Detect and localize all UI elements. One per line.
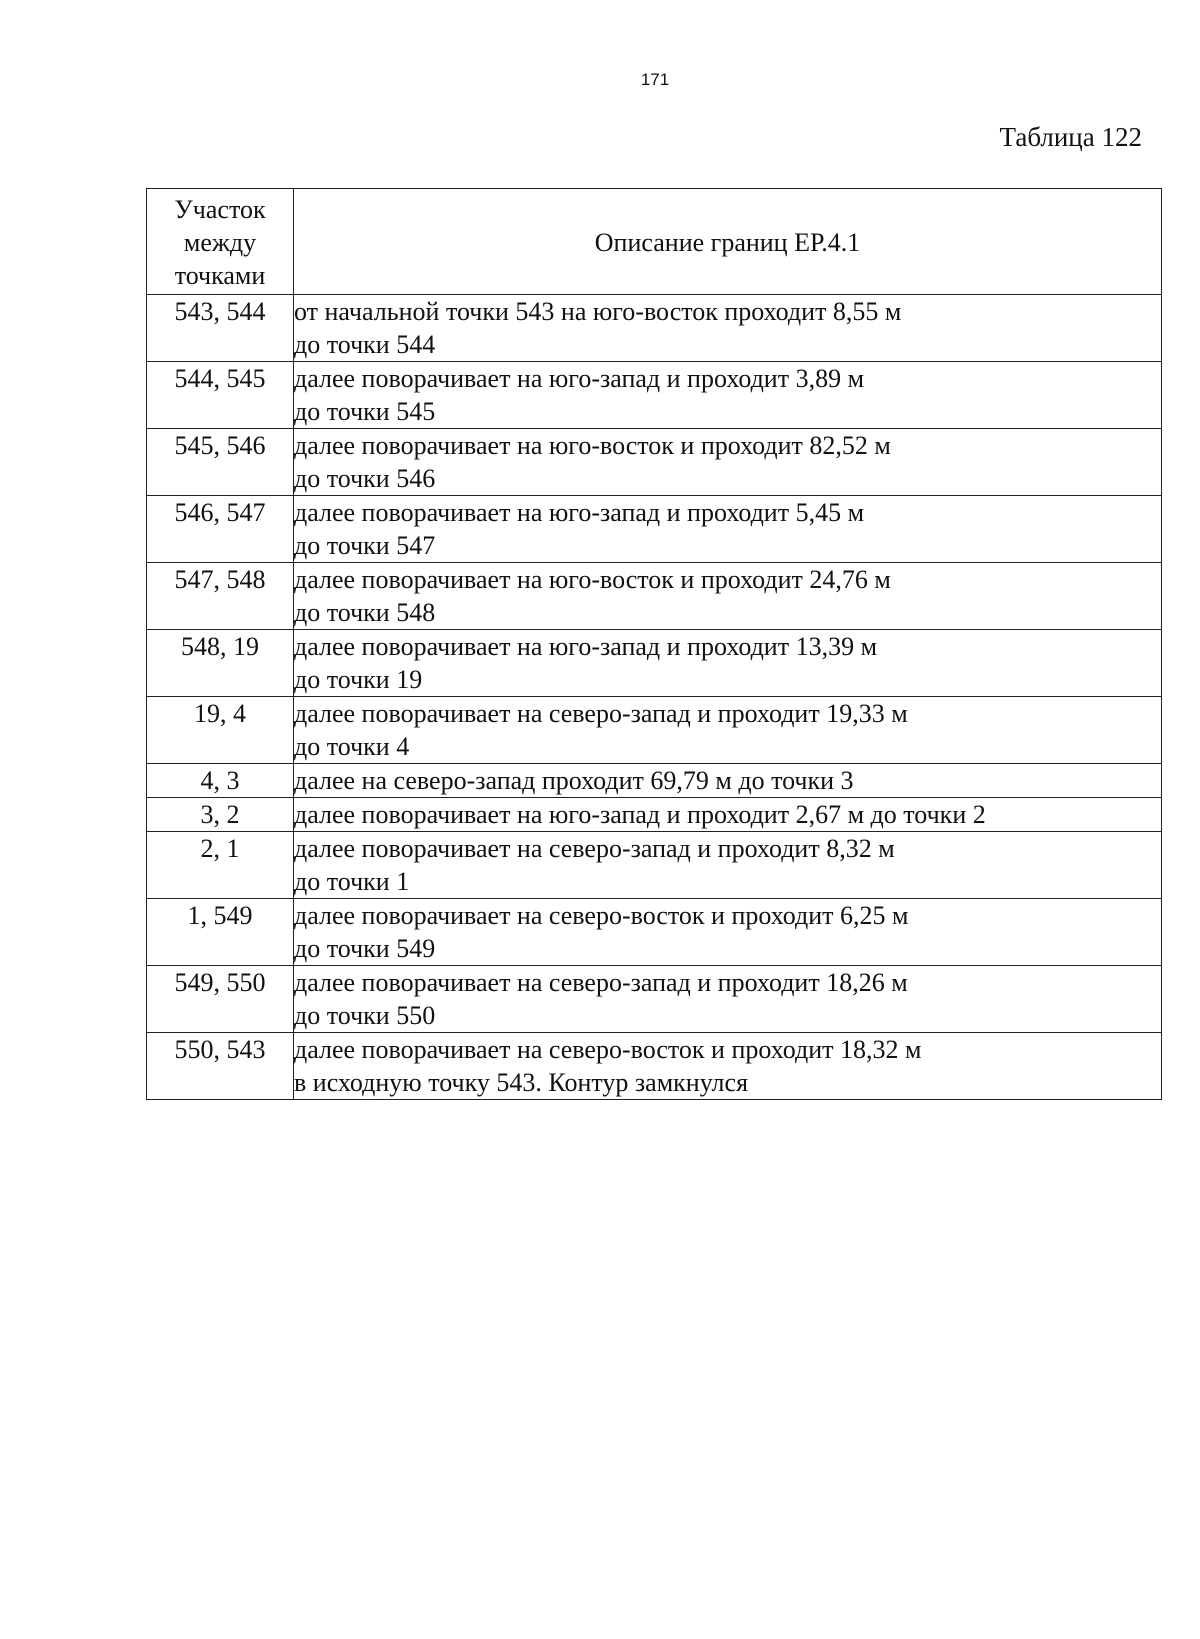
description-line: далее на северо-запад проходит 69,79 м до точки 3	[294, 766, 854, 795]
description-line: в исходную точку 543. Контур замкнулся	[294, 1068, 749, 1097]
segment-cell: 546, 547	[147, 496, 294, 563]
segment-cell: 550, 543	[147, 1033, 294, 1100]
table-row	[147, 832, 1162, 899]
description-line: до точки 544	[294, 330, 436, 359]
description-line: далее поворачивает на северо-восток и проходит 6,25 м	[294, 901, 909, 930]
description-line: до точки 548	[294, 598, 436, 627]
description-cell	[294, 966, 1162, 1033]
segment-cell: 543, 544	[147, 295, 294, 362]
table-row	[147, 1033, 1162, 1100]
table-row	[147, 966, 1162, 1033]
description-line: до точки 547	[294, 531, 436, 560]
description-line: далее поворачивает на северо-запад и проходит 18,26 м	[294, 968, 908, 997]
description-cell	[294, 899, 1162, 966]
table-row	[147, 798, 1162, 832]
table-body	[147, 295, 1162, 1100]
table-row	[147, 563, 1162, 630]
description-line: до точки 545	[294, 397, 436, 426]
description-cell	[294, 295, 1162, 362]
description-cell	[294, 563, 1162, 630]
table-header	[147, 189, 1162, 295]
segment-cell: 545, 546	[147, 429, 294, 496]
description-cell	[294, 832, 1162, 899]
description-cell	[294, 697, 1162, 764]
table-row	[147, 630, 1162, 697]
table-row	[147, 764, 1162, 798]
description-line: далее поворачивает на юго-запад и проходит 13,39 м	[294, 632, 878, 661]
description-line: до точки 546	[294, 464, 436, 493]
table-row	[147, 496, 1162, 563]
description-line: далее поворачивает на юго-запад и проходит 3,89 м	[294, 364, 865, 393]
table-row	[147, 697, 1162, 764]
description-line: далее поворачивает на юго-восток и проходит 82,52 м	[294, 431, 891, 460]
description-cell	[294, 1033, 1162, 1100]
description-cell	[294, 630, 1162, 697]
table-row	[147, 899, 1162, 966]
description-line: далее поворачивает на северо-запад и проходит 8,32 м	[294, 834, 895, 863]
header-segment-line: Участок	[174, 195, 266, 224]
description-line: далее поворачивает на юго-запад и проходит 2,67 м до точки 2	[294, 800, 986, 829]
table-row	[147, 362, 1162, 429]
segment-cell: 544, 545	[147, 362, 294, 429]
description-cell	[294, 362, 1162, 429]
segment-cell: 547, 548	[147, 563, 294, 630]
header-segment	[147, 189, 294, 295]
description-line: до точки 549	[294, 934, 436, 963]
description-line: до точки 550	[294, 1001, 436, 1030]
segment-cell: 549, 550	[147, 966, 294, 1033]
page-number: 171	[640, 70, 670, 89]
description-line: до точки 1	[294, 867, 410, 896]
table-row	[147, 295, 1162, 362]
header-row	[147, 189, 1162, 295]
description-line: до точки 4	[294, 732, 410, 761]
segment-cell: 3, 2	[147, 798, 294, 832]
description-line: далее поворачивает на юго-запад и проходит 5,45 м	[294, 498, 865, 527]
segment-cell: 4, 3	[147, 764, 294, 798]
header-description: Описание границ ЕР.4.1	[294, 189, 1162, 295]
header-segment-line: точками	[174, 261, 266, 290]
description-line: далее поворачивает на северо-восток и проходит 18,32 м	[294, 1035, 922, 1064]
description-cell	[294, 429, 1162, 496]
description-line: далее поворачивает на северо-запад и проходит 19,33 м	[294, 699, 908, 728]
table-caption: Таблица 122	[999, 122, 1142, 152]
header-segment-line: между	[183, 228, 257, 257]
description-cell	[294, 798, 1162, 832]
description-cell	[294, 496, 1162, 563]
description-line: от начальной точки 543 на юго-восток проходит 8,55 м	[294, 297, 902, 326]
boundary-description-table	[146, 188, 1162, 1100]
segment-cell: 2, 1	[147, 832, 294, 899]
segment-cell: 1, 549	[147, 899, 294, 966]
table-row	[147, 429, 1162, 496]
segment-cell: 548, 19	[147, 630, 294, 697]
description-line: далее поворачивает на юго-восток и проходит 24,76 м	[294, 565, 891, 594]
description-line: до точки 19	[294, 665, 423, 694]
description-cell	[294, 764, 1162, 798]
segment-cell: 19, 4	[147, 697, 294, 764]
